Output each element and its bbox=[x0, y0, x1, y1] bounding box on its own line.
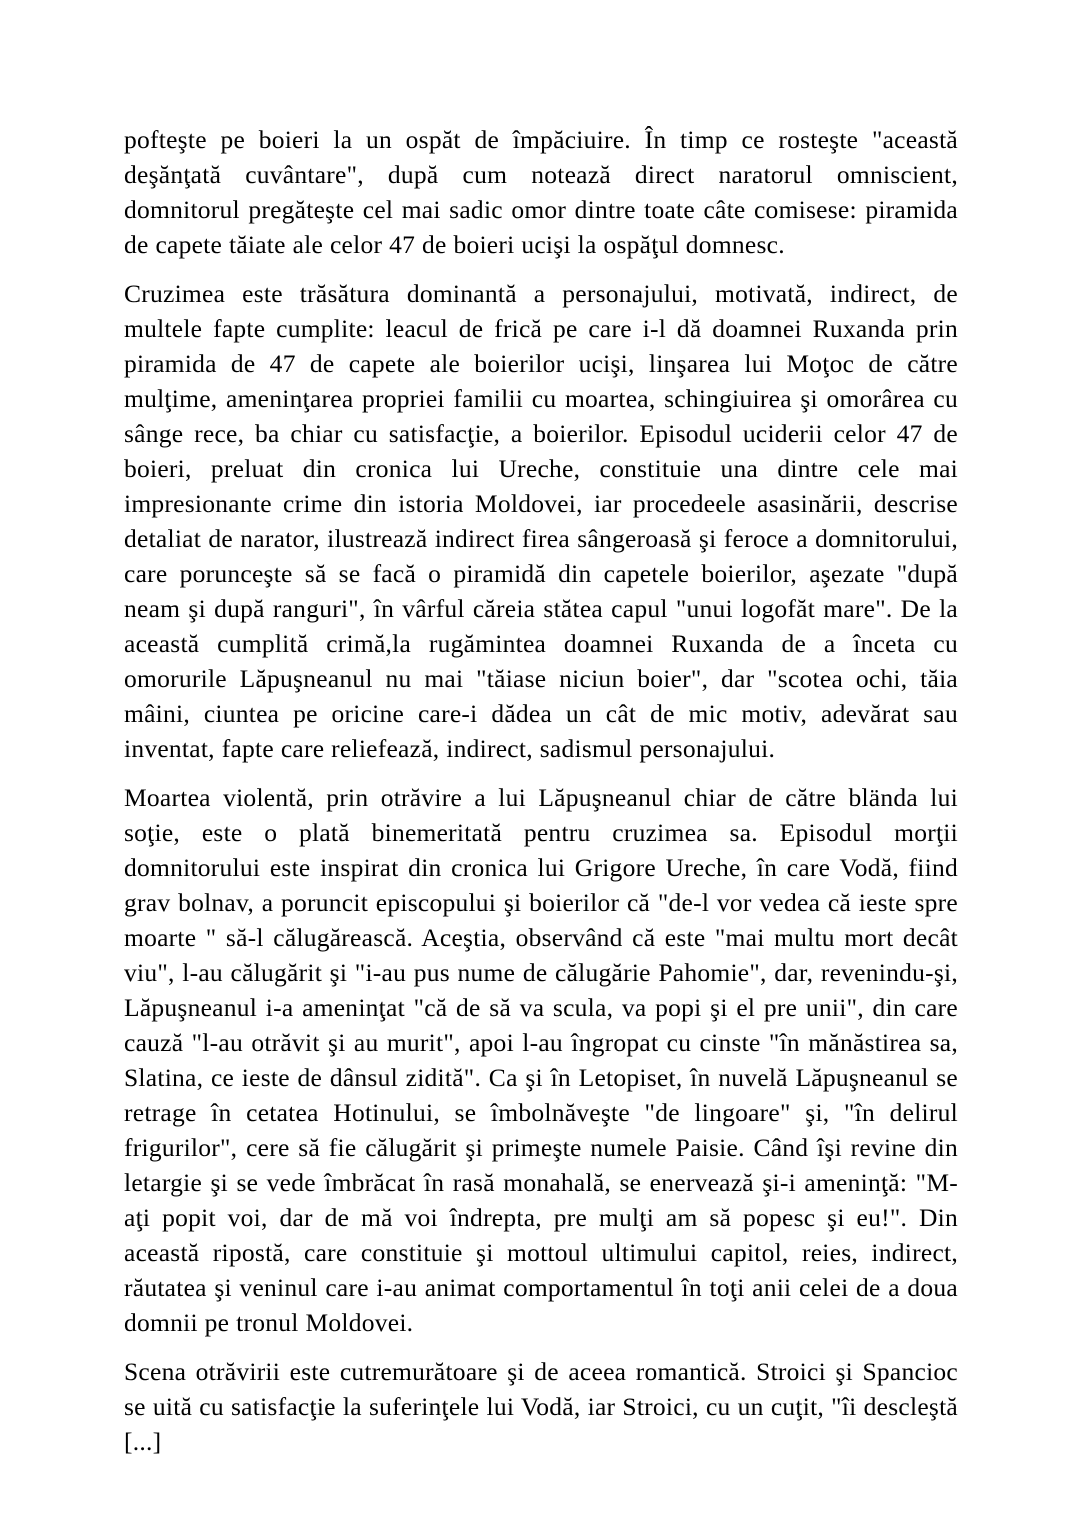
paragraph-1: pofteşte pe boieri la un ospăt de împăciuire. În timp ce rosteşte "această deşănţată cuvântare", după cum notează direct naratorul omniscient, domnitorul pregăteşte cel mai sadic omor dintre toate câte comisese: piramida de capete tăiate ale celor 47 de boieri ucişi la ospăţul domnesc. bbox=[124, 125, 958, 259]
paragraph-3: Moartea violentă, prin otrăvire a lui Lăpuşneanul chiar de către blända lui soţie, este o plată binemeritată pentru cruzimea sa. Episodul morţii domnitorului este inspirat din cronica lui Grigore Ureche, în care Vodă, fiind grav bolnav, a poruncit episcopului şi boierilor că "de-l vor vedea că ieste spre moarte " să-l călugărească. Aceştia, observând că este "mai multu mort decât viu", l-au călugărit şi "i-au pus nume de călugărie Pahomie", dar, revenindu-şi, Lăpuşneanul i-a ameninţat "că de să va scula, va popi şi el pre unii", din care cauză "l-au otrăvit şi au murit", apoi l-au îngropat cu cinste "în mănăstirea sa, Slatina, ce ieste de dânsul zidită". Ca şi în Letopiset, în nuvelă Lăpuşneanul se retrage în cetatea Hotinului, se îmbolnăveşte "de lingoare" şi, "în delirul frigurilor", cere să fie călugărit şi primeşte numele Paisie. Când îşi revine din letargie şi se vede îmbrăcat în rasă monahală, se enervează şi-i ameninţă: "M-aţi popit voi, dar de mă voi îndrepta, pre mulţi am să popesc şi eu!". Din această ripostă, care constituie şi mottoul ultimului capitol, reies, indirect, răutatea şi veninul care i-au animat comportamentul în toţi anii celei de a doua domnii pe tronul Moldovei. bbox=[124, 783, 958, 1337]
body-text-column bbox=[124, 122, 958, 1459]
paragraph-4: Scena otrăvirii este cutremurătoare şi de aceea romantică. Stroici şi Spancioc se uită cu satisfacţie la suferinţele lui Vodă, iar Stroici, cu un cuţit, "îi descleştă [...] bbox=[124, 1357, 958, 1456]
paragraph-2: Cruzimea este trăsătura dominantă a personajului, motivată, indirect, de multele fapte cumplite: leacul de frică pe care i-l dă doamnei Ruxanda prin piramida de 47 de capete ale boierilor ucişi, linşarea lui Moţoc de către mulţime, ameninţarea propriei familii cu moartea, schingiuirea şi omorârea cu sânge rece, ba chiar cu satisfacţie, a boierilor. Episodul uciderii celor 47 de boieri, preluat din cronica lui Ureche, constituie una dintre cele mai impresionante crime din istoria Moldovei, iar procedeele asasinării, descrise detaliat de narator, ilustrează indirect firea sângeroasă şi feroce a domnitorului, care porunceşte să se facă o piramidă din capetele boierilor, aşezate "după neam şi după ranguri", în vârful căreia stătea capul "unui logofăt mare". De la această cumplită crimă,la rugămintea doamnei Ruxanda de a înceta cu omorurile Lăpuşneanul nu mai "tăiase niciun boier", dar "scotea ochi, tăia mâini, ciuntea pe oricine care-i dădea un cât de mic motiv, adevărat sau inventat, fapte care reliefează, indirect, sadismul personajului. bbox=[124, 279, 958, 763]
